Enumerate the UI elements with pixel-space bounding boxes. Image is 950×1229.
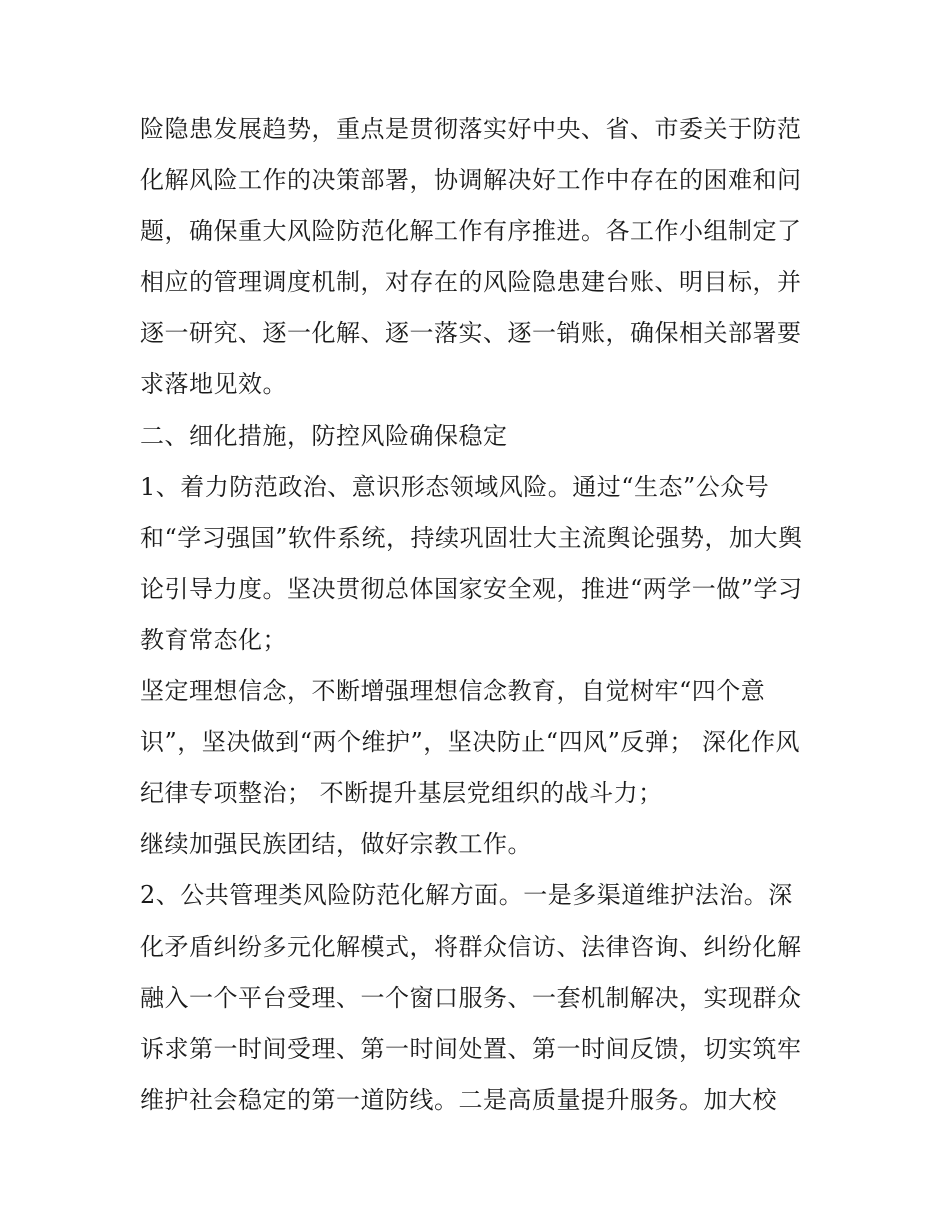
section-heading: 二、细化措施，防控风险确保稳定 — [140, 421, 508, 450]
text-line: 相应的管理调度机制，对存在的风险隐患建台账、明目标，并 — [140, 268, 802, 297]
document-body — [140, 104, 816, 1126]
text-line: 识”，坚决做到“两个维护”，坚决防止“四风”反弹； 深化作风 — [140, 728, 800, 757]
text-line: 1、着力防范政治、意识形态领域风险。通过“生态”公众号 — [140, 472, 770, 501]
text-line: 继续加强民族团结，做好宗教工作。 — [140, 830, 532, 859]
text-line: 题，确保重大风险防范化解工作有序推进。各工作小组制定了 — [140, 217, 802, 246]
text-line: 求落地见效。 — [140, 370, 287, 399]
text-line: 坚定理想信念，不断增强理想信念教育，自觉树牢“四个意 — [140, 677, 766, 706]
text-line: 逐一研究、逐一化解、逐一落实、逐一销账，确保相关部署要 — [140, 319, 802, 348]
text-line: 险隐患发展趋势，重点是贯彻落实好中央、省、市委关于防范 — [140, 115, 802, 143]
text-line: 化矛盾纠纷多元化解模式，将群众信访、法律咨询、纠纷化解 — [140, 932, 802, 961]
text-line: 教育常态化； — [140, 625, 287, 654]
text-line: 和“学习强国”软件系统，持续巩固壮大主流舆论强势，加大舆 — [140, 523, 803, 552]
text-line: 诉求第一时间受理、第一时间处置、第一时间反馈，切实筑牢 — [140, 1034, 802, 1063]
text-line: 化解风险工作的决策部署，协调解决好工作中存在的困难和问 — [140, 166, 802, 195]
text-line: 融入一个平台受理、一个窗口服务、一套机制解决，实现群众 — [140, 983, 802, 1012]
text-line: 论引导力度。坚决贯彻总体国家安全观，推进“两学一做”学习 — [140, 574, 803, 603]
text-line: 纪律专项整治； 不断提升基层党组织的战斗力； — [140, 779, 663, 808]
text-line: 维护社会稳定的第一道防线。二是高质量提升服务。加大校 — [140, 1085, 777, 1114]
text-line: 2、公共管理类风险防范化解方面。一是多渠道维护法治。深 — [140, 881, 793, 910]
